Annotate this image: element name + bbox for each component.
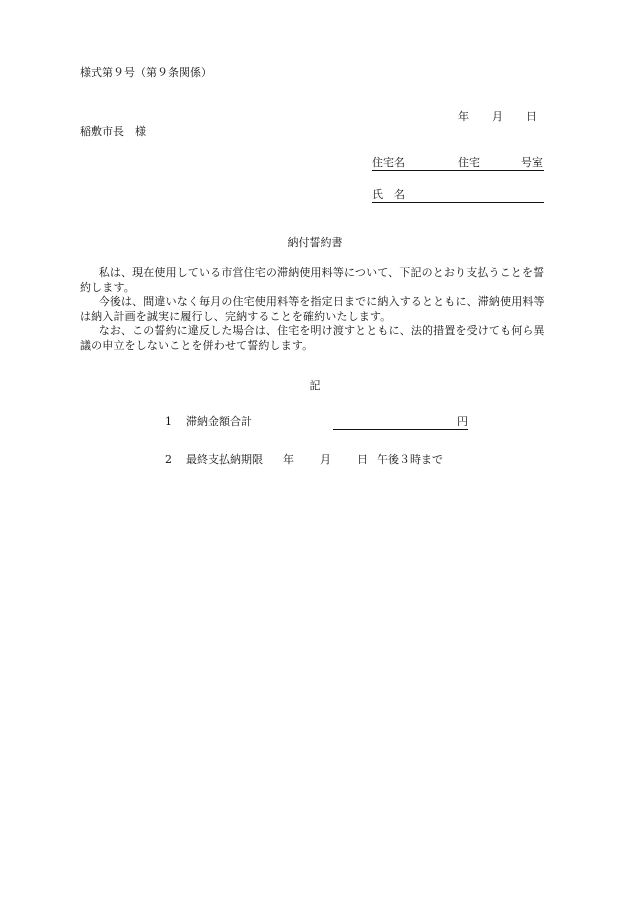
form-number: 様式第９号（第９条関係） [80, 66, 212, 79]
pledge-paragraph-3: なお、この誓約に違反した場合は、住宅を明け渡すとともに、法的措置を受けても何ら異議の申立をしないことを併わせて誓約します。 [80, 324, 545, 352]
item-1-unit: 円 [457, 415, 468, 428]
date-line [458, 111, 537, 122]
name-label: 氏 名 [372, 188, 405, 201]
date-day: 日 [526, 110, 537, 123]
document-title: 納付誓約書 [287, 236, 343, 249]
pledge-paragraph-2: 今後は、間違いなく毎月の住宅使用料等を指定日までに納入するとともに、滞納使用料等は納入計画を誠実に履行し、完納することを確約いたします。 [80, 295, 545, 323]
item-2-time: 午後３時まで [377, 453, 443, 466]
pledge-paragraph-1: 私は、現在使用している市営住宅の滞納使用料等について、下記のとおり支払うことを誓約します。 [80, 266, 545, 294]
ki-heading: 記 [309, 379, 321, 392]
item-1 [165, 416, 252, 427]
item-1-label: 滞納金額合計 [186, 415, 252, 428]
item-2-number: 2 [165, 453, 172, 466]
name-field [372, 189, 544, 203]
pledge-body [80, 266, 550, 353]
date-year: 年 [458, 110, 469, 123]
item-2-month: 月 [320, 453, 331, 466]
housing-unit-label: 住宅 [458, 156, 480, 169]
item-2-label: 最終支払納期限 [186, 453, 263, 466]
item-1-number: 1 [165, 415, 172, 428]
housing-field [372, 157, 544, 171]
addressee: 稲敷市長 様 [80, 125, 146, 138]
date-month: 月 [492, 110, 503, 123]
item-2-year: 年 [283, 453, 294, 466]
item-2 [165, 454, 443, 465]
arrears-amount-field [333, 416, 468, 430]
housing-label: 住宅名 [372, 156, 405, 169]
item-2-day: 日 [357, 453, 368, 466]
room-label: 号室 [521, 156, 543, 169]
